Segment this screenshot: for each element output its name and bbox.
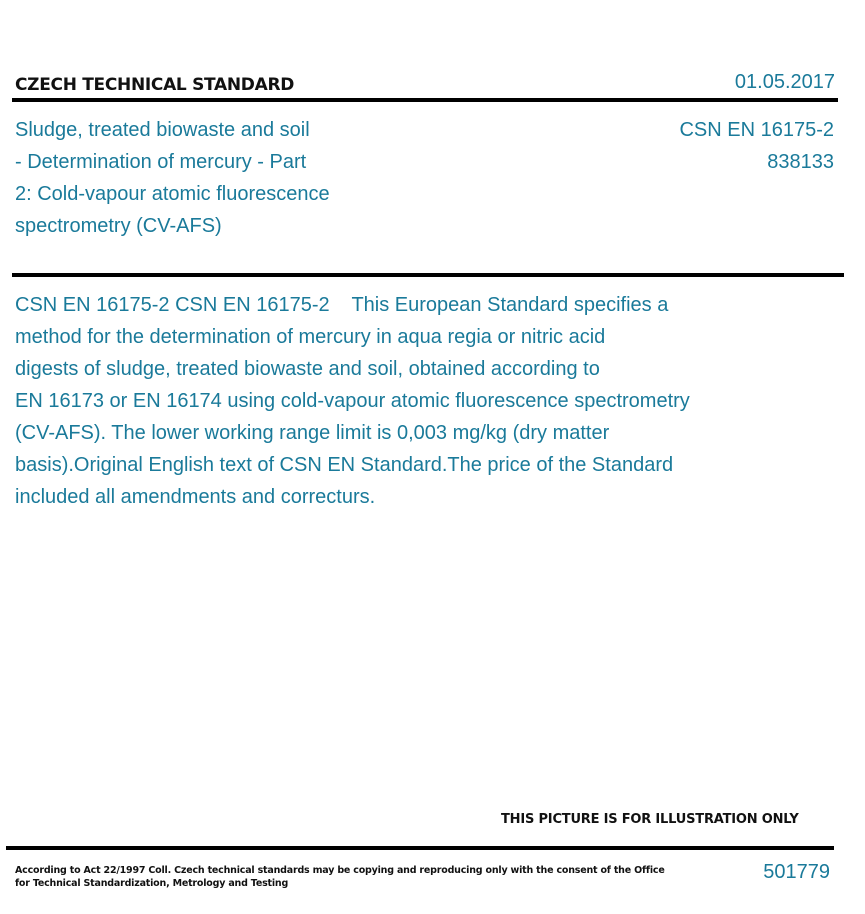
header-divider	[12, 98, 838, 102]
standard-title-line: Sludge, treated biowaste and soil	[15, 119, 310, 141]
description-line: basis).Original English text of CSN EN Standard.The price of the Standard	[15, 454, 674, 476]
title-divider	[12, 273, 844, 277]
standard-title-line: spectrometry (CV-AFS)	[15, 215, 222, 237]
description-line: method for the determination of mercury in aqua regia or nitric acid	[15, 326, 606, 348]
illustration-note: THIS PICTURE IS FOR ILLUSTRATION ONLY	[501, 812, 799, 827]
standard-designation: CSN EN 16175-2	[679, 119, 834, 141]
standard-title-line: 2: Cold-vapour atomic fluorescence	[15, 183, 330, 205]
legal-notice-line: According to Act 22/1997 Coll. Czech technical standards may be copying and reproducing only with the consent of the Office	[15, 865, 665, 876]
footer-divider	[6, 846, 834, 850]
page-header-title: CZECH TECHNICAL STANDARD	[15, 75, 295, 95]
issue-date: 01.05.2017	[734, 71, 835, 93]
description-line: (CV-AFS). The lower working range limit is 0,003 mg/kg (dry matter	[15, 422, 610, 444]
standard-identifiers	[679, 114, 834, 178]
standard-description	[15, 289, 755, 513]
description-line: included all amendments and correcturs.	[15, 486, 376, 508]
catalog-number: 838133	[767, 151, 834, 173]
description-line: CSN EN 16175-2 CSN EN 16175-2 This European Standard specifies a	[15, 294, 669, 316]
document-code: 501779	[763, 861, 830, 883]
legal-notice	[15, 864, 665, 890]
description-line: EN 16173 or EN 16174 using cold-vapour atomic fluorescence spectrometry	[15, 390, 690, 412]
description-line: digests of sludge, treated biowaste and soil, obtained according to	[15, 358, 600, 380]
standard-title-line: - Determination of mercury - Part	[15, 151, 307, 173]
legal-notice-line: for Technical Standardization, Metrology and Testing	[15, 878, 289, 889]
standard-title	[15, 114, 375, 242]
